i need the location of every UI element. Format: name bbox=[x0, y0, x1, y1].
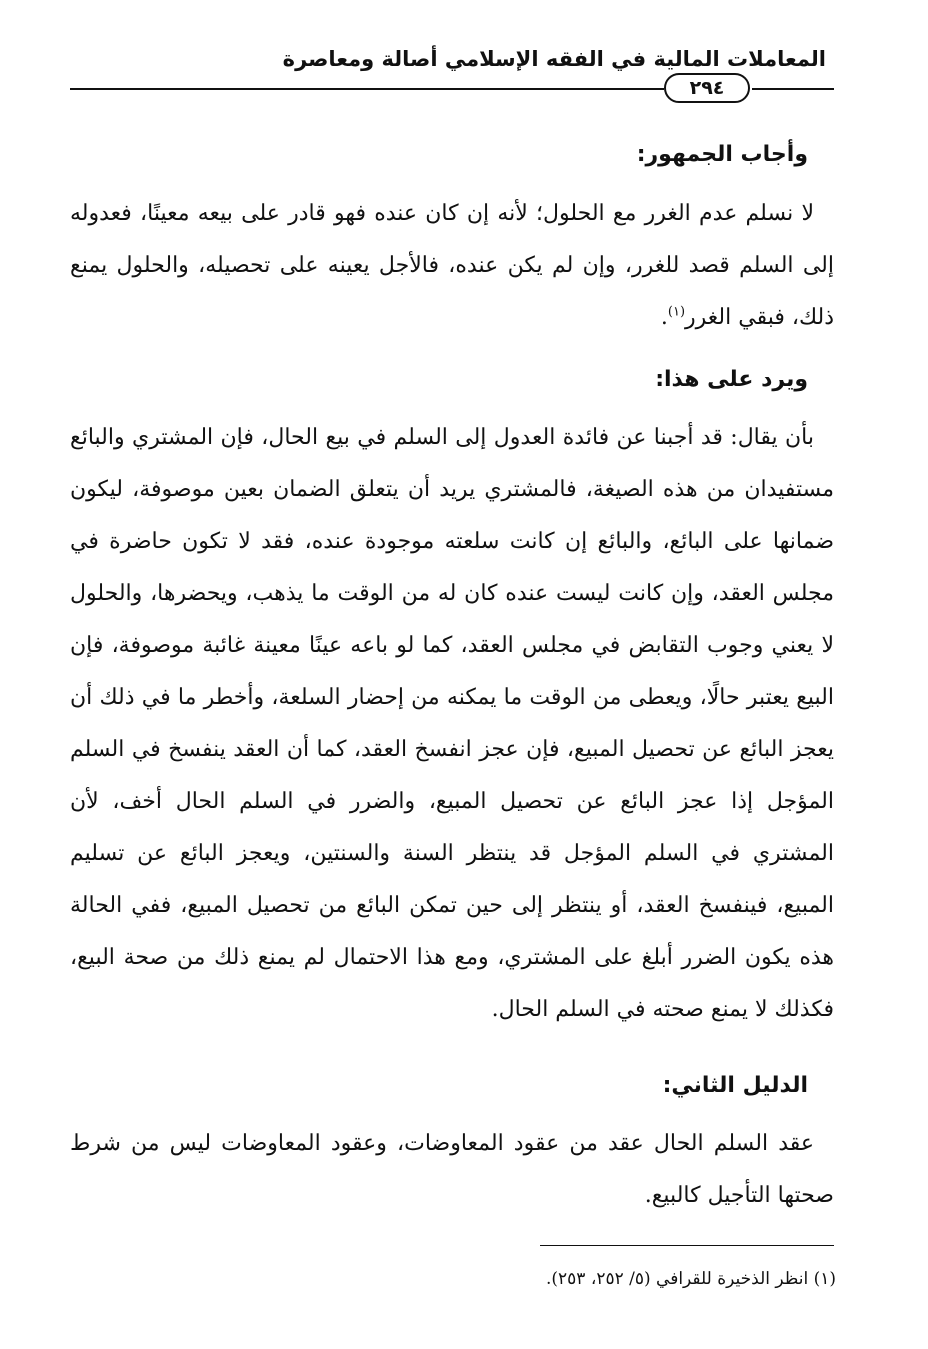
footnote: (١) انظر الذخيرة للقرافي (٥/ ٢٥٢، ٢٥٣). bbox=[545, 1269, 836, 1289]
jumhur-response-heading: وأجاب الجمهور: bbox=[636, 142, 808, 167]
footnote-separator bbox=[540, 1245, 834, 1246]
objection-paragraph: بأن يقال: قد أجبنا عن فائدة العدول إلى السلم في بيع الحال، فإن المشتري والبائع مستفيدان من هذه الصيغة، فالمشتري يريد أن يتعلق الضمان بعين موصوفة، ليكون ضمانها على البائع، والبائع إن كانت سلعته موجودة عنده، فقد لا تكون حاضرة في مجلس العقد، وإن كانت ليست عنده كان له من الوقت ما يذهب، ويحضرها، والحلول لا يعني وجوب التقابض في مجلس العقد، كما لو باعه عينًا معينة غائبة موصوفة، فإن البيع يعتبر حالًا، ويعطى من الوقت ما يمكنه من إحضار السلعة، وأخطر ما في ذلك أن يعجز البائع عن تحصيل المبيع، فإن عجز انفسخ العقد، كما أن العقد ينفسخ في السلم المؤجل إذا عجز البائع عن تحصيل المبيع، والضرر في السلم الحال أخف، لأن المشتري في السلم المؤجل قد ينتظر السنة والسنتين، ويعجز البائع عن تسليم المبيع، فينفسخ العقد، أو ينتظر إلى حين تمكن البائع من تحصيل المبيع، ففي الحالة هذه يكون الضرر أبلغ على المشتري، ومع هذا الاحتمال لم يمنع ذلك من صحة البيع، فكذلك لا يمنع صحته في السلم الحال. bbox=[70, 425, 834, 1022]
header-rule bbox=[752, 88, 834, 90]
running-header-title: المعاملات المالية في الفقه الإسلامي أصالة ومعاصرة bbox=[282, 47, 826, 71]
page-number: ٢٩٤ bbox=[664, 73, 750, 103]
jumhur-response-paragraph bbox=[70, 188, 834, 344]
second-evidence-heading: الدليل الثاني: bbox=[662, 1073, 808, 1098]
second-evidence-paragraph: عقد السلم الحال عقد من عقود المعاوضات، وعقود المعاوضات ليس من شرط صحتها التأجيل كالبيع. bbox=[70, 1131, 834, 1208]
sentence-end: . bbox=[660, 305, 668, 330]
header-rule bbox=[70, 88, 664, 90]
footnote-reference: (١) bbox=[667, 304, 686, 320]
jumhur-response-text: لا نسلم عدم الغرر مع الحلول؛ لأنه إن كان عنده فهو قادر على بيعه معينًا، فعدوله إلى السلم قصد للغرر، وإن لم يكن عنده، فالأجل يعينه على تحصيله، والحلول يمنع ذلك، فبقي الغرر bbox=[70, 201, 834, 330]
objection-heading: ويرد على هذا: bbox=[655, 367, 808, 392]
